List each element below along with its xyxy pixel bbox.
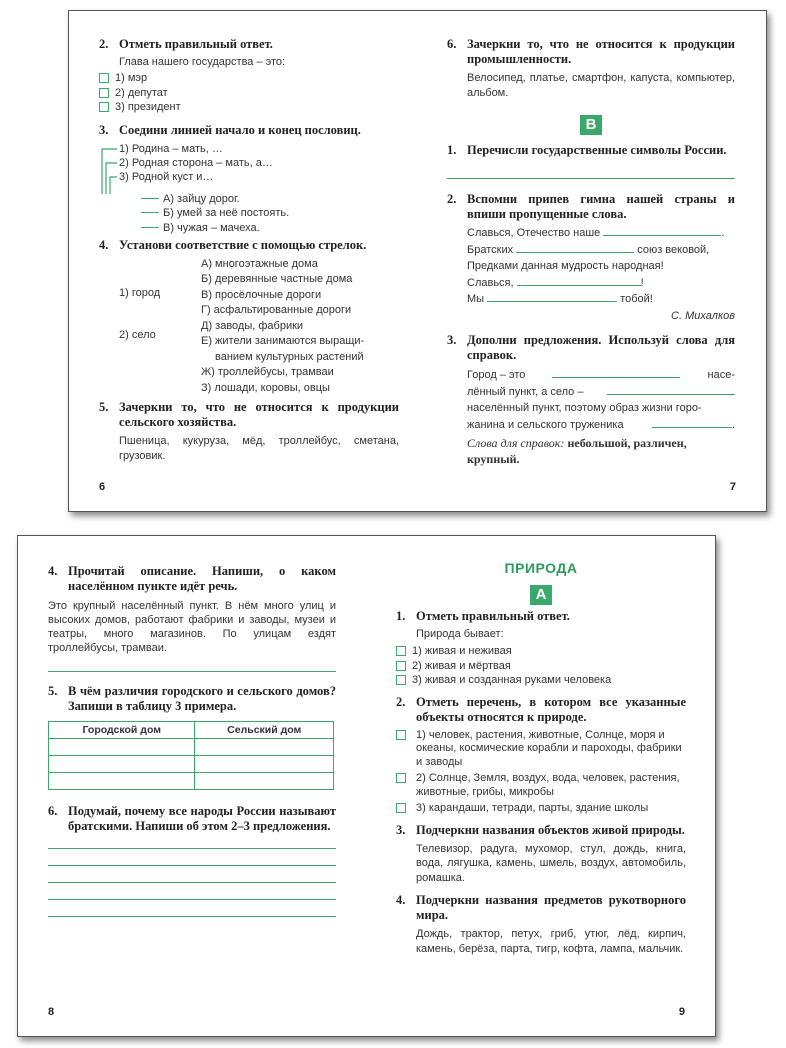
task-number: 3. xyxy=(99,122,109,137)
hint-label: Слова для справок: xyxy=(467,436,565,450)
page-number: 9 xyxy=(678,1006,685,1018)
task-title: Отметь правильный ответ. xyxy=(416,609,570,623)
task-title: Зачеркни то, что не относится к продукции сельского хозяйства. xyxy=(119,399,399,429)
spread-pages-8-9 xyxy=(17,535,716,1037)
proverb-end-text: В) чужая – мачеха. xyxy=(163,221,260,234)
task-3-words[interactable]: Телевизор, радуга, мухомор, стул, дождь, книга, вода, лягушка, камень, шмель, воздух, автомобиль, ромашка. xyxy=(416,842,686,884)
anthem-punct: ! xyxy=(640,276,644,289)
task-3-heading xyxy=(396,823,686,838)
checkbox[interactable] xyxy=(396,773,406,783)
task-title: Отметь перечень, в котором все указанные объекты относятся к природе. xyxy=(416,694,686,724)
page-number: 7 xyxy=(729,481,736,493)
task-4-heading xyxy=(99,238,399,253)
option-row[interactable] xyxy=(396,660,686,674)
fill-blank[interactable] xyxy=(607,384,735,395)
sentence-text: лённый пункт, а село – xyxy=(467,385,584,398)
task-number: 6. xyxy=(447,37,457,51)
task-number: 4. xyxy=(396,893,406,907)
match-right-item[interactable]: Г) асфальтированные дороги xyxy=(201,304,352,316)
level-badge-row xyxy=(396,585,686,605)
answer-line[interactable] xyxy=(447,178,735,179)
table-cell[interactable] xyxy=(49,739,195,756)
option-row[interactable] xyxy=(396,802,686,816)
table-cell[interactable] xyxy=(195,739,334,756)
task-title: Установи соответствие с помощью стрелок. xyxy=(119,237,367,252)
proverb-ends xyxy=(141,192,289,236)
task-title: Дополни предложения. Используй слова для справок. xyxy=(467,333,735,362)
option-label: 2) депутат xyxy=(115,86,168,99)
sentence-text: насе- xyxy=(707,369,735,381)
table-cell[interactable] xyxy=(195,773,334,790)
task-number: 5. xyxy=(99,399,109,414)
page-7-content xyxy=(447,37,735,468)
task-1-heading xyxy=(396,609,686,624)
table-cell[interactable] xyxy=(195,756,334,773)
option-row[interactable] xyxy=(396,674,686,688)
sentence-line xyxy=(467,417,735,434)
task-title: Подумай, почему все народы России называют братскими. Напиши об этом 2–3 предложения. xyxy=(68,804,336,833)
proverb-end-text: Б) умей за неё постоять. xyxy=(163,207,290,219)
page-6 xyxy=(69,11,417,511)
task-number: 4. xyxy=(48,564,58,578)
match-right-item[interactable]: Ж) троллейбусы, трамваи xyxy=(201,366,334,378)
task-title: Соедини линией начало и конец пословиц. xyxy=(119,122,361,137)
task-title: В чём различия городского и сельского домов? Запиши в таблицу 3 примера. xyxy=(68,684,336,713)
task-4-description: Это крупный населённый пункт. В нём много улиц и высоких домов, работают фабрики и заводы, музеи и театры, много магазинов. По улицам ездят троллейбусы, трамваи. xyxy=(48,600,336,654)
match-right-item[interactable]: В) просёлочные дороги xyxy=(201,288,322,301)
anthem-line xyxy=(467,291,735,308)
anthem-text: Славься, Отечество наше xyxy=(467,227,601,239)
match-left-item[interactable]: 2) село xyxy=(119,328,156,341)
task-title: Отметь правильный ответ. xyxy=(119,37,273,51)
table-row xyxy=(49,773,334,790)
task-number: 2. xyxy=(396,694,406,709)
task-3-proverbs xyxy=(99,142,399,238)
task-4-words[interactable]: Дождь, трактор, петух, гриб, утюг, лёд, кирпич, камень, берёза, парта, тигр, кофта, лампа, мальчик. xyxy=(416,928,686,955)
sentence-line xyxy=(467,384,735,401)
task-2-options xyxy=(396,729,686,816)
task-4-heading xyxy=(396,893,686,923)
task-number: 6. xyxy=(48,804,58,818)
fill-blank[interactable] xyxy=(652,417,732,428)
checkbox[interactable] xyxy=(99,73,109,83)
table-cell[interactable] xyxy=(49,756,195,773)
option-label: 2) живая и мёртвая xyxy=(412,659,511,672)
spread-pages-6-7 xyxy=(68,10,767,512)
task-3-heading xyxy=(99,123,399,138)
anthem-line xyxy=(467,242,735,259)
match-right-item[interactable]: Е) жители занимаются выращи- xyxy=(201,335,365,347)
comparison-table xyxy=(48,721,334,790)
page-9 xyxy=(366,536,715,1036)
match-right-item-cont: ванием культурных растений xyxy=(215,350,364,363)
proverb-end[interactable] xyxy=(141,206,289,221)
answer-line[interactable] xyxy=(48,848,336,849)
task-5-words[interactable]: Пшеница, кукуруза, мёд, троллейбус, сметана, грузовик. xyxy=(119,434,399,462)
task-number: 2. xyxy=(99,37,109,51)
anthem-line: Предками данная мудрость народная! xyxy=(467,260,664,272)
anthem-text: Славься, xyxy=(467,276,514,289)
column-header: Сельский дом xyxy=(195,722,334,739)
match-right-item[interactable]: Б) деревянные частные дома xyxy=(201,273,353,285)
option-label: 1) живая и неживая xyxy=(412,645,512,657)
task-5-heading xyxy=(48,684,336,714)
fill-blank[interactable] xyxy=(603,225,721,236)
dash-line xyxy=(141,198,159,199)
fill-blank[interactable] xyxy=(517,275,641,286)
proverb-end[interactable] xyxy=(141,192,289,207)
page-number: 8 xyxy=(48,1006,55,1018)
task-number: 2. xyxy=(447,192,457,206)
task-5-heading xyxy=(99,400,399,430)
level-badge: В xyxy=(580,115,602,135)
task-6-heading xyxy=(48,804,336,834)
anthem-author: С. Михалков xyxy=(671,309,735,322)
table-row xyxy=(49,739,334,756)
checkbox[interactable] xyxy=(396,730,406,740)
task-6-heading xyxy=(447,37,735,67)
task-2-heading xyxy=(99,37,399,52)
match-right-list xyxy=(201,257,364,397)
option-label: 3) карандаши, тетради, парты, здание школы xyxy=(416,802,649,814)
checkbox[interactable] xyxy=(396,675,406,685)
page-8-content xyxy=(48,564,336,917)
fill-blank[interactable] xyxy=(552,367,680,378)
proverb-start[interactable]: 3) Родной куст и… xyxy=(119,170,214,183)
level-badge-row xyxy=(447,115,735,135)
checkbox[interactable] xyxy=(396,661,406,671)
table-cell[interactable] xyxy=(49,773,195,790)
option-row[interactable] xyxy=(396,645,686,659)
task-title: Зачеркни то, что не относится к продукции промышленности. xyxy=(467,37,735,66)
anthem-chorus xyxy=(447,225,735,324)
level-badge: А xyxy=(530,585,552,605)
task-6-words[interactable]: Велосипед, платье, смартфон, капуста, компьютер, альбом. xyxy=(467,72,735,99)
option-row[interactable] xyxy=(396,729,686,770)
task-2-heading xyxy=(396,695,686,725)
proverb-end-text: А) зайцу дорог. xyxy=(163,192,240,205)
task-title: Подчеркни названия объектов живой природы. xyxy=(416,822,685,837)
page-7 xyxy=(417,11,766,511)
task-2-options xyxy=(99,72,399,115)
proverb-end[interactable] xyxy=(141,221,289,236)
option-label: 3) президент xyxy=(115,101,181,113)
match-right-item[interactable]: З) лошади, коровы, овцы xyxy=(201,381,330,394)
anthem-line xyxy=(467,225,735,242)
dash-line xyxy=(141,212,159,213)
answer-line[interactable] xyxy=(48,865,336,866)
task-4-heading xyxy=(48,564,336,594)
option-label: 2) Солнце, Земля, воздух, вода, человек, растения, животные, грибы, микробы xyxy=(416,772,680,798)
anthem-line xyxy=(467,275,735,292)
page-6-content xyxy=(99,37,399,464)
anthem-text: Мы xyxy=(467,293,485,305)
table-header-row xyxy=(49,722,334,739)
column-header: Городской дом xyxy=(49,722,195,739)
option-label: 1) мэр xyxy=(115,72,148,84)
task-number: 1. xyxy=(396,609,406,623)
answer-line[interactable] xyxy=(48,899,336,900)
sentence-line: населённый пункт, поэтому образ жизни горо- xyxy=(467,402,702,414)
hint-words xyxy=(467,436,735,468)
sentence-line xyxy=(467,367,735,384)
option-row[interactable] xyxy=(99,101,399,115)
task-2-prompt: Глава нашего государства – это: xyxy=(119,56,286,68)
task-title: Перечисли государственные символы России. xyxy=(467,143,727,157)
checkbox[interactable] xyxy=(99,102,109,112)
answer-line[interactable] xyxy=(48,882,336,883)
option-row[interactable] xyxy=(99,72,399,86)
task-b3-sentences xyxy=(447,367,735,468)
task-title: Прочитай описание. Напиши, о каком населённом пункте идёт речь. xyxy=(68,564,336,593)
task-number: 4. xyxy=(99,237,109,252)
task-number: 1. xyxy=(447,143,457,157)
proverb-start[interactable]: 1) Родина – мать, … xyxy=(119,142,223,155)
checkbox[interactable] xyxy=(396,803,406,813)
option-label: 1) человек, растения, животные, Солнце, моря и океаны, космические корабли и пароходы, фабрики и заводы xyxy=(416,728,682,768)
match-left-item[interactable]: 1) город xyxy=(119,286,161,299)
hint-list: небольшой, различен, крупный. xyxy=(467,436,687,466)
task-b1-heading xyxy=(447,143,735,158)
task-4-matching xyxy=(99,257,399,395)
sentence-punct: . xyxy=(731,418,735,431)
answer-line[interactable] xyxy=(48,916,336,917)
checkbox[interactable] xyxy=(99,88,109,98)
task-title: Подчеркни названия предметов рукотворного мира. xyxy=(416,893,686,922)
match-right-item[interactable]: А) многоэтажные дома xyxy=(201,257,318,270)
option-row[interactable] xyxy=(396,772,686,799)
task-number: 5. xyxy=(48,684,58,698)
match-right-item[interactable]: Д) заводы, фабрики xyxy=(201,319,304,332)
table-row xyxy=(49,756,334,773)
fill-blank[interactable] xyxy=(487,291,617,302)
task-1-options xyxy=(396,645,686,688)
task-1-prompt: Природа бывает: xyxy=(416,628,504,640)
checkbox[interactable] xyxy=(396,646,406,656)
proverb-start[interactable]: 2) Родная сторона – мать, а… xyxy=(119,156,273,169)
proverb-starts xyxy=(119,142,273,184)
page-8 xyxy=(18,536,366,1036)
option-label: 3) живая и созданная руками человека xyxy=(412,674,612,686)
anthem-text: тобой! xyxy=(620,293,653,305)
dash-line xyxy=(141,227,159,228)
task-b3-heading xyxy=(447,333,735,363)
answer-line[interactable] xyxy=(48,671,336,672)
fill-blank[interactable] xyxy=(516,242,634,253)
task-number: 3. xyxy=(447,333,457,347)
sentence-text: Город – это xyxy=(467,369,526,381)
page-number: 6 xyxy=(99,481,106,493)
task-title: Вспомни припев гимна нашей страны и впиши пропущенные слова. xyxy=(467,192,735,221)
task-b2-heading xyxy=(447,192,735,222)
anthem-text: союз вековой, xyxy=(637,243,710,256)
section-title: ПРИРОДА xyxy=(504,560,578,576)
anthem-punct: . xyxy=(721,227,725,239)
page-9-content xyxy=(396,560,686,956)
sentence-text: жанина и сельского труженика xyxy=(467,418,624,431)
option-row[interactable] xyxy=(99,87,399,101)
anthem-text: Братских xyxy=(467,243,514,256)
answer-lines xyxy=(48,848,336,917)
task-number: 3. xyxy=(396,822,406,837)
